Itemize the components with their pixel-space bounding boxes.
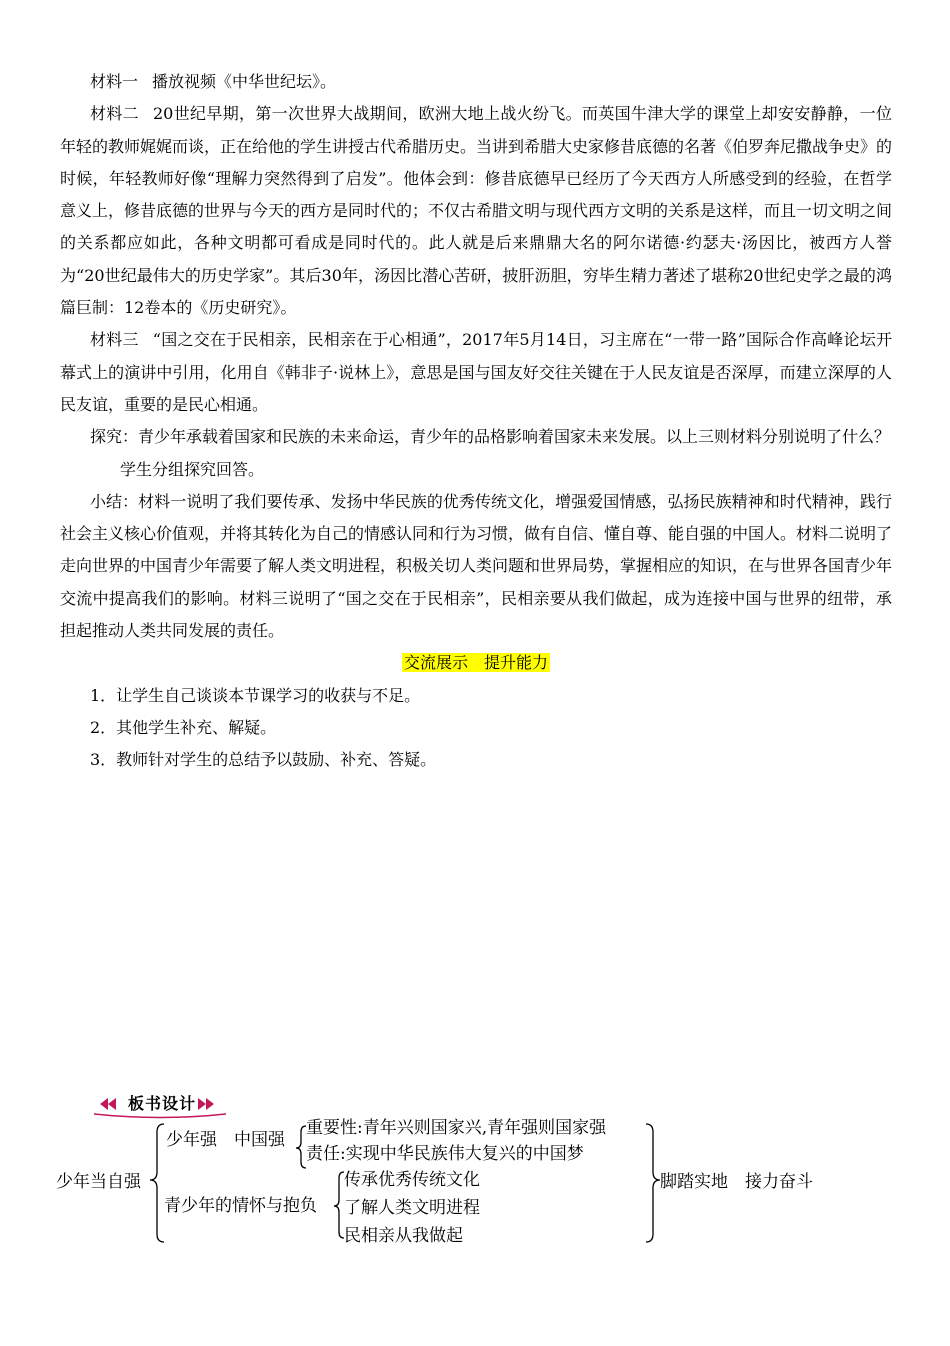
diagram-branch1-item: 责任:实现中华民族伟大复兴的中国梦 [306, 1144, 584, 1164]
diagram-branch2-item: 民相亲从我做起 [344, 1226, 463, 1246]
student-answer: 学生分组探究回答。 [120, 459, 265, 479]
diagram-branch2-item: 传承优秀传统文化 [344, 1170, 480, 1190]
explore-paragraph: 探究：青少年承载着国家和民族的未来命运，青少年的品格影响着国家未来发展。以上三则材料分别说明了什么？ [90, 427, 891, 447]
board-design-badge [90, 1090, 230, 1120]
summary-paragraph: 小结：材料一说明了我们要传承、发扬中华民族的优秀传统文化，增强爱国情感，弘扬民族精神和时代精神，践行社会主义核心价值观，并将其转化为自己的情感认同和行为习惯，做有自信、懂自尊、能自强的中国人。材料二说明了走向世界的中国青少年需要了解人类文明进程，积极关切人类问题和世界局势，掌握相应的知识，在与世界各国青少年交流中提高我们的影响。材料三说明了“国之交在于民相亲”，民相亲要从我们做起，成为连接中国与世界的纽带，承担起推动人类共同发展的责任。 [60, 491, 893, 641]
step-1: 1．让学生自己谈谈本节课学习的收获与不足。 [90, 685, 421, 705]
diagram-branch1-item: 重要性:青年兴则国家兴,青年强则国家强 [306, 1118, 607, 1138]
board-diagram [56, 1120, 896, 1250]
material1-label: 材料一 [90, 72, 139, 91]
material2-label: 材料二 [90, 104, 139, 124]
section-heading-row [60, 647, 892, 679]
material3-text: “国之交在于民相亲，民相亲在于心相通”，2017年5月14日，习主席在“一带一路”国际合作高峰论坛开幕式上的演讲中引用，化用自《韩非子·说林上》，意思是国与国友好交往关键在于人民友谊是否深厚，而建立深厚的人民友谊，重要的是民心相通。 [60, 330, 892, 414]
diagram-branch1: 少年强 中国强 [166, 1130, 285, 1150]
diagram-branch2: 青少年的情怀与抱负 [164, 1196, 317, 1216]
section-heading: 交流展示 提升能力 [403, 653, 548, 673]
badge-label: 板书设计 [127, 1094, 196, 1113]
diagram-conclusion: 脚踏实地 接力奋斗 [660, 1172, 813, 1192]
diagram-branch2-item: 了解人类文明进程 [344, 1198, 480, 1218]
material2-paragraph [60, 98, 892, 324]
lesson-document [60, 66, 892, 777]
diagram-root: 少年当自强 [56, 1172, 141, 1192]
step-3: 3．教师针对学生的总结予以鼓励、补充、答疑。 [90, 750, 437, 770]
material1-paragraph [60, 66, 892, 98]
step-2: 2．其他学生补充、解疑。 [90, 717, 277, 737]
material3-paragraph [60, 324, 892, 421]
material2-text: 20世纪早期，第一次世界大战期间，欧洲大地上战火纷飞。而英国牛津大学的课堂上却安安静静，一位年轻的教师娓娓而谈，正在给他的学生讲授古代希腊历史。当讲到希腊大史家修昔底德的名著《伯罗奔尼撒战争史》的时候，年轻教师好像“理解力突然得到了启发”。他体会到：修昔底德早已经历了今天西方人所感受到的经验，在哲学意义上，修昔底德的世界与今天的西方是同时代的；不仅古希腊文明与现代西方文明的关系是这样，而且一切文明之间的关系都应如此，各种文明都可看成是同时代的。此人就是后来鼎鼎大名的阿尔诺德·约瑟夫·汤因比，被西方人誉为“20世纪最伟大的历史学家”。其后30年，汤因比潜心苦研，披肝沥胆，穷毕生精力著述了堪称20世纪史学之最的鸿篇巨制：12卷本的《历史研究》。 [60, 104, 893, 318]
material3-label: 材料三 [90, 330, 139, 350]
material1-text: 播放视频《中华世纪坛》。 [152, 72, 337, 91]
